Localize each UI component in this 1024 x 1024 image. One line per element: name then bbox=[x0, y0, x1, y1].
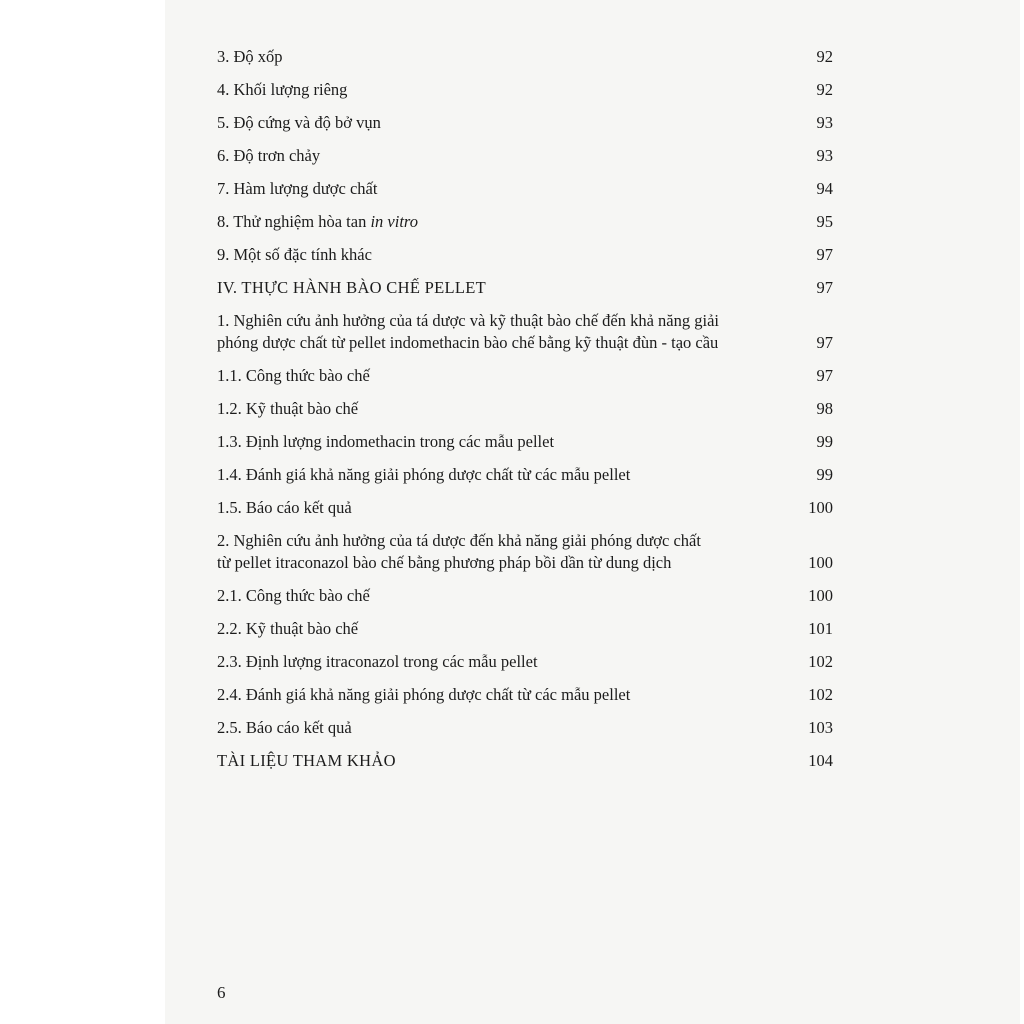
toc-entry-label-line: 1. Nghiên cứu ảnh hưởng của tá dược và kỹ thuật bào chế đến khả năng giải bbox=[217, 311, 720, 330]
toc-entry-page: 99 bbox=[816, 465, 833, 484]
toc-entry-page: 95 bbox=[816, 212, 833, 231]
toc-entry-label bbox=[217, 530, 757, 574]
toc-entry-2-3 bbox=[217, 651, 833, 673]
toc-entry-label: 3. Độ xốp bbox=[217, 47, 283, 66]
toc-entry-page: 92 bbox=[816, 80, 833, 99]
toc-entry-flowability bbox=[217, 145, 833, 167]
toc-entry-dissolution bbox=[217, 211, 833, 233]
toc-entry-label-main: 8. Thử nghiệm hòa tan bbox=[217, 212, 371, 231]
toc-entry-page: 92 bbox=[816, 47, 833, 66]
toc-entry-page: 97 bbox=[816, 278, 833, 297]
toc-entry-1-4 bbox=[217, 464, 833, 486]
toc-entry-label bbox=[217, 211, 418, 233]
toc-entry-2-4 bbox=[217, 684, 833, 706]
toc-entry-label: 2.4. Đánh giá khả năng giải phóng dược chất từ các mẫu pellet bbox=[217, 685, 631, 704]
toc-entry-1-5 bbox=[217, 497, 833, 519]
toc-entry-1-1 bbox=[217, 365, 833, 387]
toc-entry-page: 102 bbox=[808, 652, 833, 671]
toc-entry-1-2 bbox=[217, 398, 833, 420]
toc-entry-label: 4. Khối lượng riêng bbox=[217, 80, 348, 99]
toc-entry-label: 1.2. Kỹ thuật bào chế bbox=[217, 399, 359, 418]
toc-entry-label: 1.1. Công thức bào chế bbox=[217, 366, 370, 385]
toc-entry-label: 6. Độ trơn chảy bbox=[217, 146, 321, 165]
toc-entry-label-line: 2. Nghiên cứu ảnh hưởng của tá dược đến khả năng giải phóng dược chất bbox=[217, 531, 701, 550]
toc-entry-label: 9. Một số đặc tính khác bbox=[217, 245, 372, 264]
table-of-contents bbox=[217, 46, 833, 783]
toc-entry-page: 100 bbox=[808, 586, 833, 605]
toc-section-label: TÀI LIỆU THAM KHẢO bbox=[217, 751, 396, 770]
toc-entry-page: 98 bbox=[816, 399, 833, 418]
toc-entry-2-2 bbox=[217, 618, 833, 640]
toc-entry-page: 99 bbox=[816, 432, 833, 451]
toc-entry-page: 100 bbox=[808, 498, 833, 517]
toc-entry-page: 100 bbox=[808, 553, 833, 572]
toc-entry-page: 94 bbox=[816, 179, 833, 198]
toc-entry-label: 2.1. Công thức bào chế bbox=[217, 586, 370, 605]
toc-entry-label: 1.5. Báo cáo kết quả bbox=[217, 498, 352, 517]
page-number: 6 bbox=[217, 983, 226, 1002]
toc-entry-label-line: từ pellet itraconazol bào chế bằng phương pháp bồi dần từ dung dịch bbox=[217, 553, 672, 572]
toc-entry-hardness bbox=[217, 112, 833, 134]
toc-entry-label-line: phóng dược chất từ pellet indomethacin bào chế bằng kỹ thuật đùn - tạo cầu bbox=[217, 333, 719, 352]
toc-entry-page: 104 bbox=[808, 751, 833, 770]
toc-entry-label: 2.2. Kỹ thuật bào chế bbox=[217, 619, 359, 638]
toc-section-references bbox=[217, 750, 833, 772]
toc-entry-page: 97 bbox=[816, 245, 833, 264]
toc-entry-indomethacin-study bbox=[217, 310, 833, 354]
toc-entry-page: 101 bbox=[808, 619, 833, 638]
toc-entry-page: 97 bbox=[816, 366, 833, 385]
toc-entry-label: 1.3. Định lượng indomethacin trong các mẫu pellet bbox=[217, 432, 555, 451]
toc-entry-density bbox=[217, 79, 833, 101]
toc-entry-label: 1.4. Đánh giá khả năng giải phóng dược chất từ các mẫu pellet bbox=[217, 465, 631, 484]
toc-entry-label: 7. Hàm lượng dược chất bbox=[217, 179, 378, 198]
toc-entry-label: 2.3. Định lượng itraconazol trong các mẫu pellet bbox=[217, 652, 538, 671]
toc-entry-porosity bbox=[217, 46, 833, 68]
toc-entry-label: 2.5. Báo cáo kết quả bbox=[217, 718, 352, 737]
toc-entry-1-3 bbox=[217, 431, 833, 453]
toc-entry-label: 5. Độ cứng và độ bở vụn bbox=[217, 113, 381, 132]
toc-section-practice bbox=[217, 277, 833, 299]
toc-entry-other-properties bbox=[217, 244, 833, 266]
toc-entry-drug-content bbox=[217, 178, 833, 200]
toc-entry-2-1 bbox=[217, 585, 833, 607]
toc-entry-label bbox=[217, 310, 757, 354]
toc-entry-label-italic: in vitro bbox=[370, 212, 418, 231]
toc-entry-2-5 bbox=[217, 717, 833, 739]
toc-entry-page: 102 bbox=[808, 685, 833, 704]
toc-entry-itraconazol-study bbox=[217, 530, 833, 574]
toc-section-label: IV. THỰC HÀNH BÀO CHẾ PELLET bbox=[217, 278, 487, 297]
toc-entry-page: 97 bbox=[816, 333, 833, 352]
toc-entry-page: 93 bbox=[816, 146, 833, 165]
toc-entry-page: 103 bbox=[808, 718, 833, 737]
toc-entry-page: 93 bbox=[816, 113, 833, 132]
